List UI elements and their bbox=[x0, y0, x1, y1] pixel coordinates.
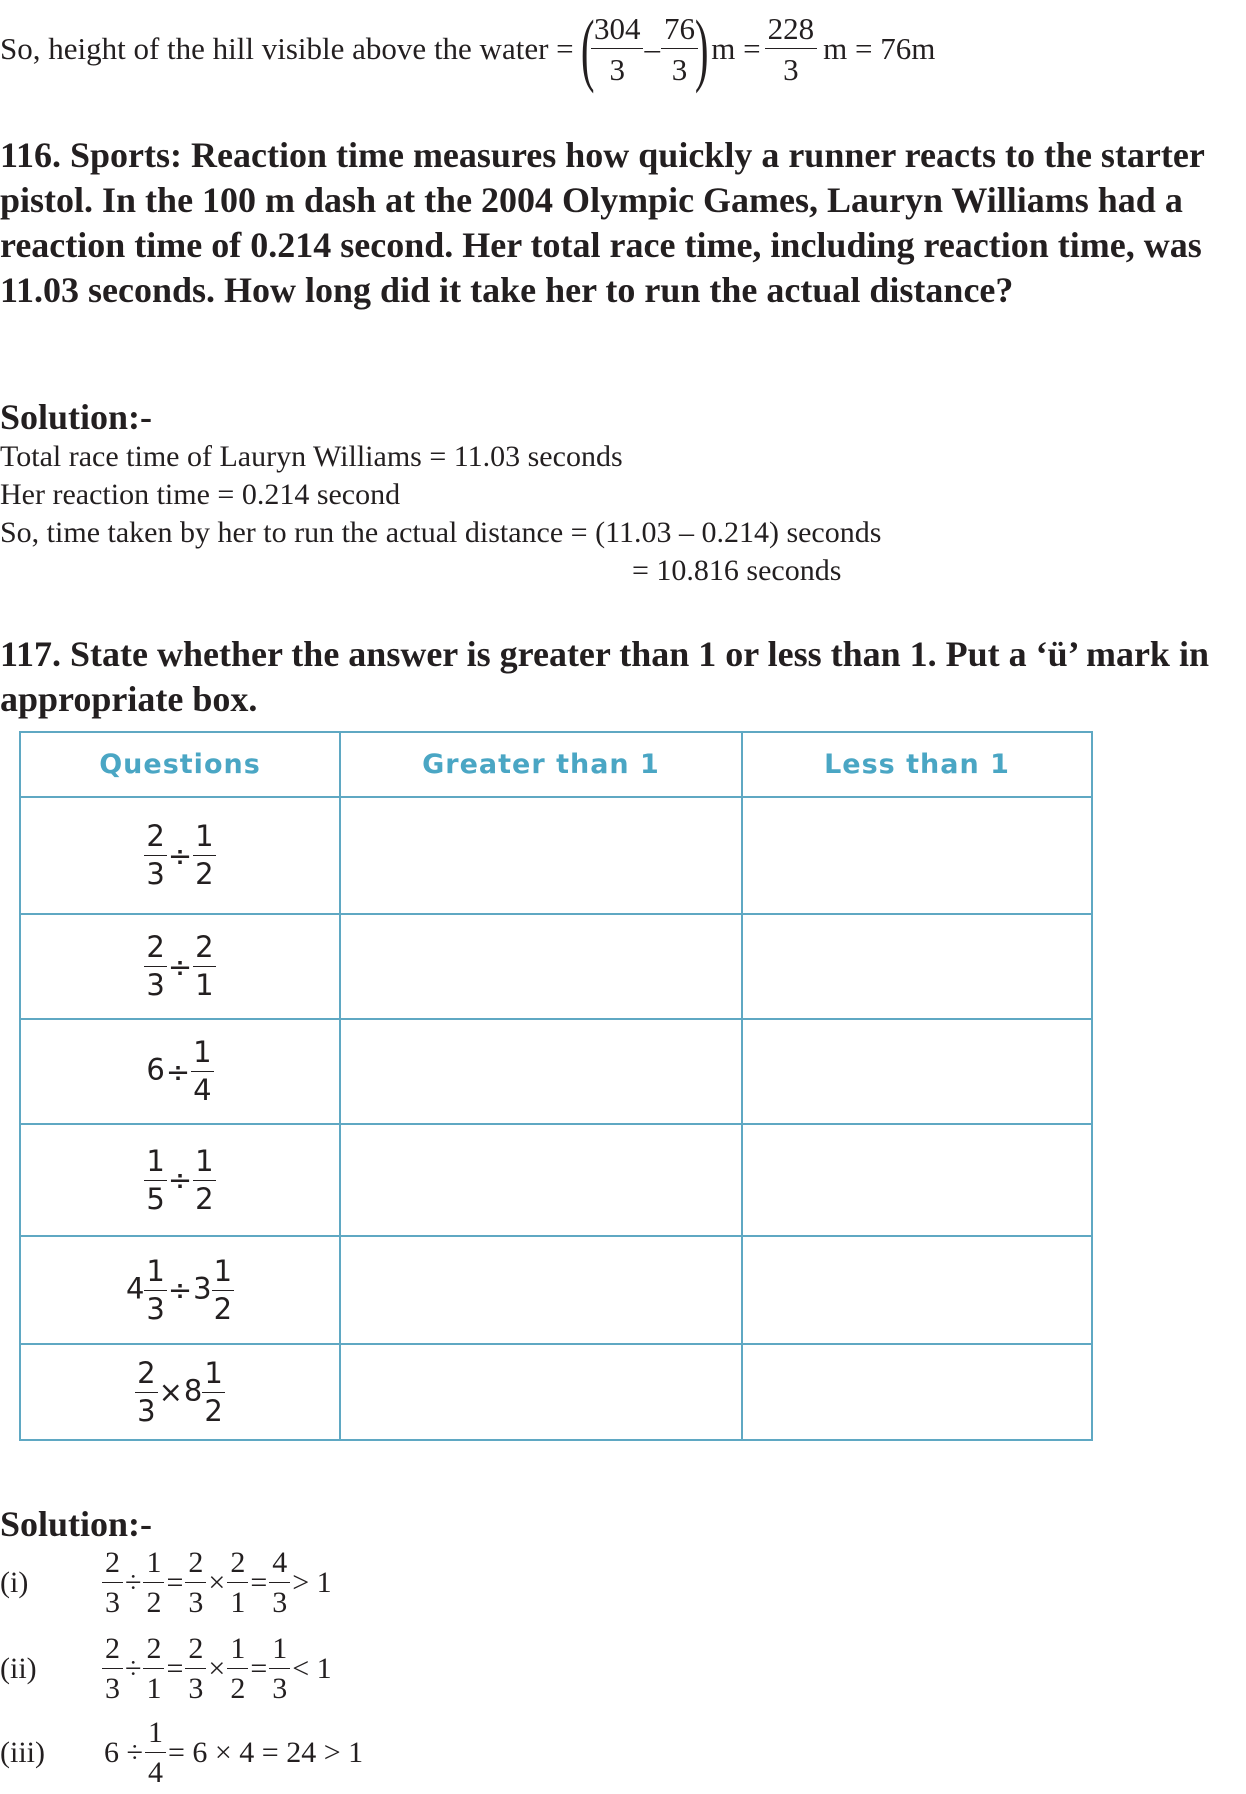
question-cell: $\frac{2}{3}$ ÷ $\frac{1}{2}$ bbox=[20, 797, 340, 914]
question-cell: $\frac{2}{3}$ ×8 $\frac{1}{2}$ bbox=[20, 1344, 340, 1440]
solution-116-line-4: = 10.816 seconds bbox=[632, 554, 842, 587]
fraction-228-3: $\frac{228}{3}$ bbox=[765, 13, 818, 85]
table-row bbox=[20, 914, 1092, 1019]
less-than-1-box[interactable] bbox=[742, 1344, 1092, 1440]
solution-116-line-3: So, time taken by her to run the actual distance = (11.03 – 0.214) seconds bbox=[0, 516, 882, 549]
intro-equation bbox=[0, 3, 936, 94]
greater-than-1-box[interactable] bbox=[340, 797, 742, 914]
solution-116-heading: Solution:- bbox=[0, 397, 153, 437]
solution-116-line-2: Her reaction time = 0.214 second bbox=[0, 478, 401, 511]
table-row bbox=[20, 1124, 1092, 1236]
less-than-1-box[interactable] bbox=[742, 1236, 1092, 1344]
minus-sign: – bbox=[644, 31, 660, 66]
greater-than-1-box[interactable] bbox=[340, 1019, 742, 1124]
intro-prefix: So, height of the hill visible above the water = bbox=[0, 31, 574, 66]
solution-117-heading: Solution:- bbox=[0, 1504, 153, 1544]
answer-table bbox=[19, 731, 1093, 1441]
solution-item-ii: (ii) $\frac{2}{3}$ ÷ $\frac{2}{1}$ = $\frac{2}{3}$ × $\frac{1}{2}$ = $\frac{1}{3}$ < 1 bbox=[0, 1632, 332, 1705]
solution-item-i: (i) $\frac{2}{3}$ ÷ $\frac{1}{2}$ = $\frac{2}{3}$ × $\frac{2}{1}$ = $\frac{4}{3}$ > 1 bbox=[0, 1546, 332, 1619]
fraction-304-3: $\frac{304}{3}$ bbox=[591, 13, 644, 85]
table-row bbox=[20, 1019, 1092, 1124]
header-questions: Questions bbox=[20, 732, 340, 797]
paren-close: ) bbox=[694, 3, 709, 94]
greater-than-1-box[interactable] bbox=[340, 914, 742, 1019]
less-than-1-box[interactable] bbox=[742, 797, 1092, 914]
table-header-row bbox=[20, 732, 1092, 797]
question-cell: 6÷ $\frac{1}{4}$ bbox=[20, 1019, 340, 1124]
table-row bbox=[20, 1236, 1092, 1344]
greater-than-1-box[interactable] bbox=[340, 1344, 742, 1440]
question-cell: $\frac{1}{5}$ ÷ $\frac{1}{2}$ bbox=[20, 1124, 340, 1236]
table-row bbox=[20, 797, 1092, 914]
solution-116-line-1: Total race time of Lauryn Williams = 11.03 seconds bbox=[0, 440, 623, 473]
solution-item-iii: (iii) 6 ÷ $\frac{1}{4}$ = 6 × 4 = 24 > 1 bbox=[0, 1716, 364, 1789]
question-cell: $\frac{2}{3}$ ÷ $\frac{2}{1}$ bbox=[20, 914, 340, 1019]
greater-than-1-box[interactable] bbox=[340, 1236, 742, 1344]
header-less-than-1: Less than 1 bbox=[742, 732, 1092, 797]
unit-m: m = bbox=[711, 31, 761, 66]
fraction-76-3: $\frac{76}{3}$ bbox=[661, 13, 698, 85]
less-than-1-box[interactable] bbox=[742, 914, 1092, 1019]
less-than-1-box[interactable] bbox=[742, 1124, 1092, 1236]
greater-than-1-box[interactable] bbox=[340, 1124, 742, 1236]
intro-result: m = 76m bbox=[823, 31, 936, 66]
less-than-1-box[interactable] bbox=[742, 1019, 1092, 1124]
paren-open: ( bbox=[580, 3, 595, 94]
question-cell: 4 $\frac{1}{3}$ ÷3 $\frac{1}{2}$ bbox=[20, 1236, 340, 1344]
question-117: 117. State whether the answer is greater than 1 or less than 1. Put a ‘ü’ mark in appropriate box. bbox=[0, 634, 1209, 719]
header-greater-than-1: Greater than 1 bbox=[340, 732, 742, 797]
table-row bbox=[20, 1344, 1092, 1440]
question-116: 116. Sports: Reaction time measures how quickly a runner reacts to the starter pistol. In the 100 m dash at the 2004 Olympic Games, Lauryn Williams had a reaction time of 0.214 second. Her total race time, including reaction time, was 11.03 seconds. How long did it take her to run the actual distance? bbox=[0, 135, 1205, 310]
